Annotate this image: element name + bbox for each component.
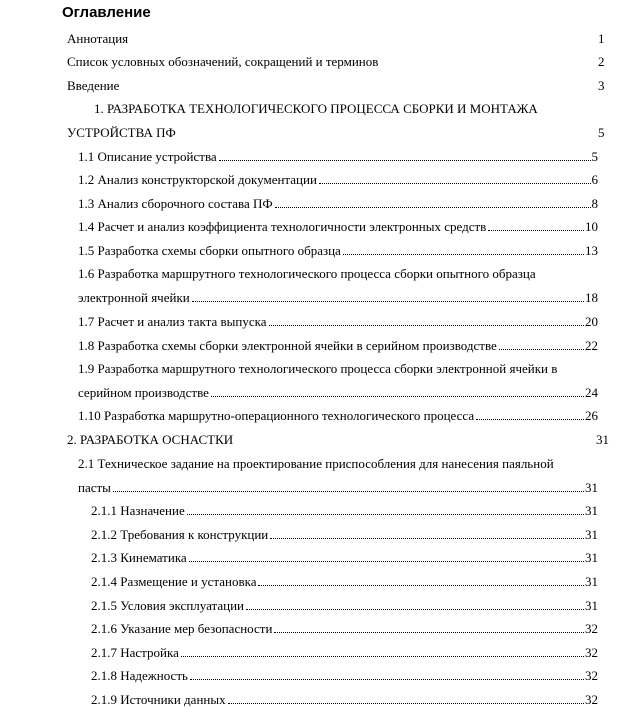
toc-entry-page: 26 — [585, 408, 598, 423]
toc-entry-1-7[interactable] — [78, 314, 598, 330]
toc-entry-1-3[interactable] — [78, 196, 598, 212]
toc-entry-1-9-line2[interactable] — [78, 385, 598, 401]
toc-entry-title: электронной ячейки — [78, 290, 190, 305]
toc-entry-title: 2.1.2 Требования к конструкции — [91, 527, 269, 542]
toc-entry-title: 2.1.6 Указание мер безопасности — [91, 621, 273, 636]
toc-entry-page: 32 — [585, 645, 598, 660]
leader-dots — [113, 490, 584, 492]
toc-entry-title: 1.5 Разработка схемы сборки опытного образца — [78, 243, 341, 258]
toc-entry-title: Введение — [67, 78, 120, 93]
toc-entry-2-1-4[interactable] — [91, 574, 598, 590]
toc-entry-title: 2. РАЗРАБОТКА ОСНАСТКИ — [67, 432, 234, 447]
toc-entry-2-1-line2[interactable] — [78, 480, 598, 496]
toc-entry-page: 5 — [591, 149, 598, 164]
toc-entry-page: 2 — [598, 54, 605, 69]
toc-entry-page: 22 — [585, 338, 598, 353]
toc-section-1-line1[interactable] — [94, 101, 538, 117]
leader-dots — [228, 702, 584, 704]
toc-entry-abbreviations[interactable] — [67, 54, 605, 70]
leader-dots — [190, 678, 584, 680]
toc-section-1-line2[interactable] — [67, 125, 605, 141]
toc-entry-page: 32 — [585, 621, 598, 636]
toc-entry-2-1-9[interactable] — [91, 692, 598, 708]
toc-entry-title: 2.1.8 Надежность — [91, 668, 188, 683]
toc-entry-title: 1.4 Расчет и анализ коэффициента технологичности электронных средств — [78, 219, 487, 234]
toc-entry-page: 6 — [591, 172, 598, 187]
toc-entry-page: 31 — [585, 574, 598, 589]
page-title: Оглавление — [62, 4, 151, 21]
toc-entry-title: 2.1.5 Условия эксплуатации — [91, 598, 245, 613]
toc-entry-title: 2.1 Техническое задание на проектирование приспособления для нанесения паяльной — [78, 456, 554, 471]
toc-entry-title: 2.1.7 Настройка — [91, 645, 179, 660]
leader-dots — [274, 631, 584, 633]
toc-entry-1-6-line1[interactable] — [78, 266, 536, 282]
leader-dots — [211, 395, 584, 397]
toc-entry-page: 31 — [585, 550, 598, 565]
toc-entry-2-1-line1[interactable] — [78, 456, 554, 472]
leader-dots — [258, 584, 584, 586]
toc-entry-title: 2.1.4 Размещение и установка — [91, 574, 257, 589]
toc-entry-page: 31 — [596, 432, 609, 447]
toc-entry-page: 20 — [585, 314, 598, 329]
toc-entry-1-5[interactable] — [78, 243, 598, 259]
toc-entry-2-1-7[interactable] — [91, 645, 598, 661]
toc-entry-title: Аннотация — [67, 31, 129, 46]
toc-entry-title: 1.10 Разработка маршрутно-операционного технологического процесса — [78, 408, 475, 423]
toc-entry-1-4[interactable] — [78, 219, 598, 235]
toc-entry-1-6-line2[interactable] — [78, 290, 598, 306]
toc-entry-title: 1.2 Анализ конструкторской документации — [78, 172, 317, 187]
toc-entry-1-1[interactable] — [78, 149, 598, 165]
leader-dots — [499, 348, 584, 350]
leader-dots — [189, 560, 584, 562]
leader-dots — [219, 159, 591, 161]
toc-entry-2-1-5[interactable] — [91, 598, 598, 614]
toc-entry-title: 2.1.1 Назначение — [91, 503, 185, 518]
toc-entry-page: 8 — [591, 196, 598, 211]
toc-entry-title: 1.3 Анализ сборочного состава ПФ — [78, 196, 273, 211]
toc-entry-page: 13 — [585, 243, 598, 258]
leader-dots — [181, 655, 584, 657]
toc-entry-1-10[interactable] — [78, 408, 598, 424]
toc-entry-title: 1.8 Разработка схемы сборки электронной ячейки в серийном производстве — [78, 338, 497, 353]
leader-dots — [488, 229, 584, 231]
toc-entry-1-2[interactable] — [78, 172, 598, 188]
toc-entry-annotation[interactable] — [67, 31, 605, 47]
toc-entry-page: 31 — [585, 503, 598, 518]
toc-entry-page: 31 — [585, 527, 598, 542]
toc-entry-title: 1.7 Расчет и анализ такта выпуска — [78, 314, 267, 329]
toc-entry-2-1-3[interactable] — [91, 550, 598, 566]
toc-entry-introduction[interactable] — [67, 78, 605, 94]
toc-entry-title: 1.6 Разработка маршрутного технологического процесса сборки опытного образца — [78, 266, 536, 281]
leader-dots — [275, 206, 591, 208]
toc-entry-page: 31 — [585, 598, 598, 613]
toc-section-2[interactable] — [67, 432, 612, 448]
toc-entry-2-1-2[interactable] — [91, 527, 598, 543]
toc-entry-page: 31 — [585, 480, 598, 495]
toc-entry-2-1-1[interactable] — [91, 503, 598, 519]
toc-entry-page: 10 — [585, 219, 598, 234]
toc-entry-title: 1.1 Описание устройства — [78, 149, 217, 164]
toc-entry-2-1-6[interactable] — [91, 621, 598, 637]
toc-entry-page: 5 — [598, 125, 605, 140]
toc-entry-page: 32 — [585, 668, 598, 683]
toc-entry-2-1-8[interactable] — [91, 668, 598, 684]
leader-dots — [246, 608, 584, 610]
toc-entry-1-8[interactable] — [78, 338, 598, 354]
toc-entry-page: 24 — [585, 385, 598, 400]
toc-entry-title: УСТРОЙСТВА ПФ — [67, 125, 176, 140]
leader-dots — [343, 253, 584, 255]
toc-entry-title: 1.9 Разработка маршрутного технологического процесса сборки электронной ячейки в — [78, 361, 558, 376]
toc-entry-page: 32 — [585, 692, 598, 707]
toc-entry-title: пасты — [78, 480, 111, 495]
toc-entry-title: 2.1.9 Источники данных — [91, 692, 226, 707]
toc-entry-page: 3 — [598, 78, 605, 93]
leader-dots — [269, 324, 585, 326]
toc-entry-title: 1. РАЗРАБОТКА ТЕХНОЛОГИЧЕСКОГО ПРОЦЕССА СБОРКИ И МОНТАЖА — [94, 101, 538, 116]
toc-entry-title: 2.1.3 Кинематика — [91, 550, 187, 565]
toc-entry-page: 18 — [585, 290, 598, 305]
toc-entry-title: серийном производстве — [78, 385, 209, 400]
leader-dots — [270, 537, 584, 539]
leader-dots — [476, 418, 584, 420]
toc-entry-1-9-line1[interactable] — [78, 361, 557, 377]
toc-entry-page: 1 — [598, 31, 605, 46]
leader-dots — [192, 300, 584, 302]
toc-entry-title: Список условных обозначений, сокращений и терминов — [67, 54, 379, 69]
leader-dots — [319, 182, 591, 184]
leader-dots — [187, 513, 584, 515]
